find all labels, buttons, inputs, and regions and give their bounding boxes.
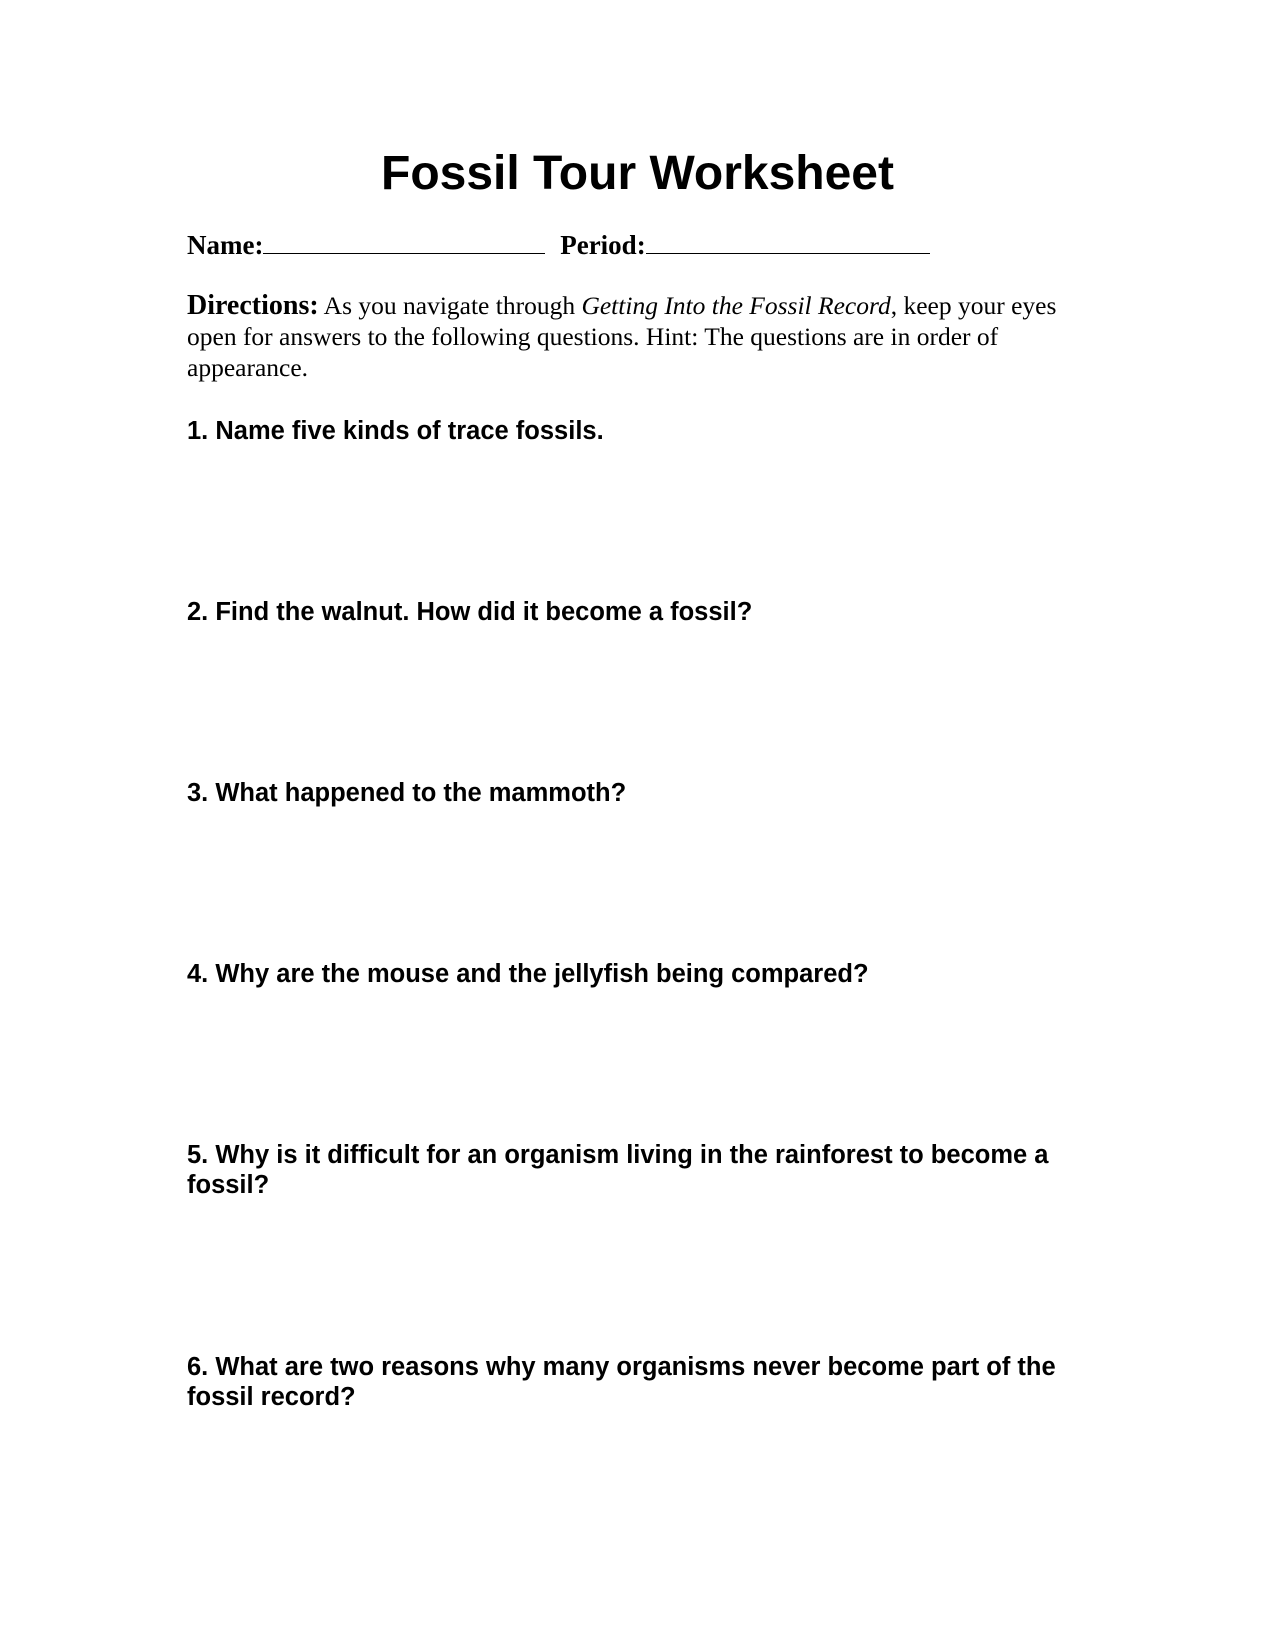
period-blank-line[interactable] xyxy=(646,226,930,254)
directions-label: Directions: xyxy=(187,290,319,321)
directions-paragraph xyxy=(187,290,1092,383)
name-label: Name: xyxy=(187,230,264,260)
directions-text-before: As you navigate through xyxy=(318,291,582,320)
question-5: 5. Why is it difficult for an organism living in the rainforest to become a fossil? xyxy=(187,1141,1049,1199)
question-2: 2. Find the walnut. How did it become a fossil? xyxy=(187,598,753,626)
question-4: 4. Why are the mouse and the jellyfish being compared? xyxy=(187,960,869,988)
name-blank-line[interactable] xyxy=(263,226,545,254)
worksheet-title: Fossil Tour Worksheet xyxy=(381,147,894,200)
directions-text-after: , keep your eyes open for answers to the following questions. Hint: The questions are in order of appearance. xyxy=(187,291,1057,382)
question-6: 6. What are two reasons why many organisms never become part of the fossil record? xyxy=(187,1353,1056,1411)
question-1: 1. Name five kinds of trace fossils. xyxy=(187,417,604,445)
period-label: Period: xyxy=(560,230,646,260)
resource-title: Getting Into the Fossil Record xyxy=(581,291,891,320)
period-field xyxy=(560,226,937,262)
student-info-row xyxy=(187,226,938,262)
name-field xyxy=(187,226,553,262)
question-3: 3. What happened to the mammoth? xyxy=(187,779,627,807)
